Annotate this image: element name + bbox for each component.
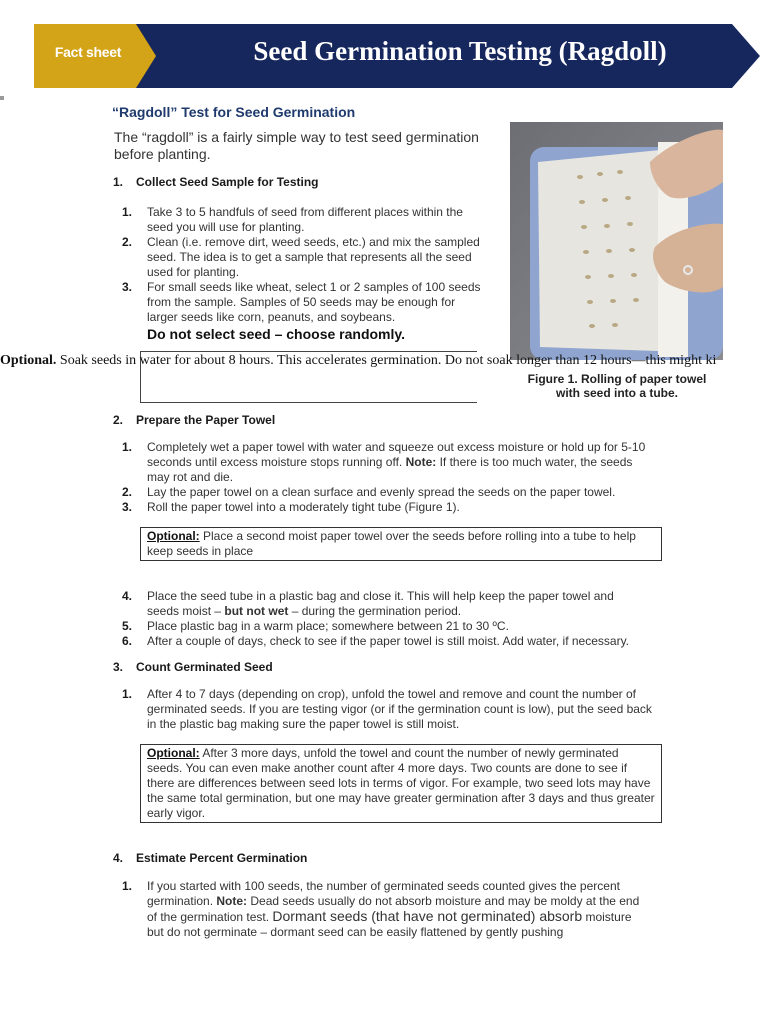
step1-list	[122, 205, 482, 342]
item-number: 2.	[122, 235, 133, 249]
step1-heading	[113, 175, 318, 189]
section-heading: “Ragdoll” Test for Seed Germination	[112, 104, 356, 120]
item-text: After 4 to 7 days (depending on crop), unfold the towel and remove and count the number of germinated seeds. If you are testing vigor (or if the germination count is low), put the seed back in the plastic bag making sure the paper towel is still moist.	[147, 687, 652, 731]
optional-soak-note	[0, 353, 716, 369]
item-text: If there is too much water, the seeds may rot and die.	[147, 455, 633, 484]
list-item	[122, 634, 642, 649]
step3-number: 3.	[113, 660, 124, 674]
item-number: 2.	[122, 485, 133, 499]
item-text-large: Dormant seeds (that have not germinated) absorb	[272, 908, 583, 924]
list-item	[122, 687, 652, 732]
rolling-towel-image	[510, 122, 723, 360]
step4-heading	[113, 851, 307, 865]
caption-line: with seed into a tube.	[555, 386, 678, 400]
optional-second-towel-box	[140, 527, 662, 561]
list-item	[122, 440, 657, 485]
optional-text: Place a second moist paper towel over the seeds before rolling into a tube to help keep seeds in place	[147, 529, 636, 558]
list-item	[122, 589, 642, 619]
note-label: Note:	[405, 455, 437, 469]
item-number: 5.	[122, 619, 133, 633]
item-text: Roll the paper towel into a moderately tight tube (Figure 1).	[147, 500, 460, 514]
emphasis: but not wet	[224, 604, 289, 618]
intro-text: The “ragdoll” is a fairly simple way to test seed germination before planting.	[114, 129, 479, 162]
item-text: Lay the paper towel on a clean surface and evenly spread the seeds on the paper towel.	[147, 485, 616, 499]
item-text: After a couple of days, check to see if the paper towel is still moist. Add water, if necessary.	[147, 634, 630, 648]
item-text: Place the seed tube in a plastic bag and close it. This will help keep the paper towel and seeds moist –	[147, 589, 614, 618]
list-item	[122, 205, 482, 235]
optional-text: Soak seeds in water for about 8 hours. This accelerates germination. Do not soak longer than 12 hours—this might ki	[56, 353, 717, 368]
list-item	[122, 619, 642, 634]
ragdoll-photo	[510, 122, 723, 360]
margin-mark	[0, 96, 4, 100]
item-text: moisture but do not germinate – dormant seed can be easily flattened by gently pushing	[147, 910, 632, 939]
step2-number: 2.	[113, 413, 124, 427]
optional-text: After 3 more days, unfold the towel and count the number of newly germinated seeds. You can even make another count after 4 more days. Two counts are done to see if there are differences between seed lots in terms of vigor. For example, two seed lots may have the same total germination, but one may have greater germination after 3 days and thus greater early vigor.	[147, 746, 655, 820]
item-text: If you started with 100 seeds, the number of germinated seeds counted gives the percent germination.	[147, 879, 620, 908]
item-number: 1.	[122, 440, 133, 454]
item-text: Take 3 to 5 handfuls of seed from different places within the seed you will use for planting.	[147, 205, 463, 234]
note-label: Note:	[216, 894, 248, 908]
step2-list	[122, 440, 657, 515]
item-text: Dead seeds usually do not absorb moisture and may be moldy at the end of the germination test.	[147, 894, 640, 924]
random-selection-note: Do not select seed – choose randomly.	[147, 326, 406, 342]
item-number: 1.	[122, 205, 133, 219]
list-item	[122, 500, 657, 515]
step2-heading	[113, 413, 275, 427]
item-number: 1.	[122, 879, 133, 893]
step1-title: Collect Seed Sample for Testing	[136, 175, 319, 189]
optional-label: Optional:	[147, 746, 200, 760]
list-item	[122, 280, 482, 342]
step2-title: Prepare the Paper Towel	[136, 413, 276, 427]
item-number: 3.	[122, 500, 133, 514]
figure-caption	[512, 372, 722, 400]
item-text: Place plastic bag in a warm place; somewhere between 21 to 30 ºC.	[147, 619, 509, 633]
optional-label: Optional:	[147, 529, 200, 543]
list-item	[122, 879, 647, 940]
optional-recount-box	[140, 744, 662, 823]
caption-line: Figure 1. Rolling of paper towel	[527, 372, 707, 386]
step3-list	[122, 687, 652, 732]
item-number: 4.	[122, 589, 133, 603]
item-number: 1.	[122, 687, 133, 701]
item-number: 3.	[122, 280, 133, 294]
step4-list	[122, 879, 647, 940]
step4-title: Estimate Percent Germination	[136, 851, 308, 865]
fact-sheet-tag: Fact sheet	[54, 44, 122, 60]
item-text: – during the germination period.	[288, 604, 462, 618]
step1-number: 1.	[113, 175, 124, 189]
page-title: Seed Germination Testing (Ragdoll)	[253, 36, 667, 66]
step3-heading	[113, 660, 273, 674]
item-number: 6.	[122, 634, 133, 648]
list-item	[122, 235, 482, 280]
list-item	[122, 485, 657, 500]
step4-number: 4.	[113, 851, 124, 865]
step2-list-continued	[122, 589, 642, 649]
step3-title: Count Germinated Seed	[136, 660, 273, 674]
item-text: Completely wet a paper towel with water and squeeze out excess moisture or hold up for 5-10 seconds until excess moisture stops running off.	[147, 440, 646, 469]
item-text: For small seeds like wheat, select 1 or 2 samples of 100 seeds from the sample. Samples of 50 seeds may be enough for larger seeds like corn, peanuts, and soybeans.	[147, 280, 481, 324]
item-text: Clean (i.e. remove dirt, weed seeds, etc.) and mix the sampled seed. The idea is to get a sample that represents all the seed used for planting.	[147, 235, 480, 279]
optional-label: Optional.	[0, 353, 57, 368]
